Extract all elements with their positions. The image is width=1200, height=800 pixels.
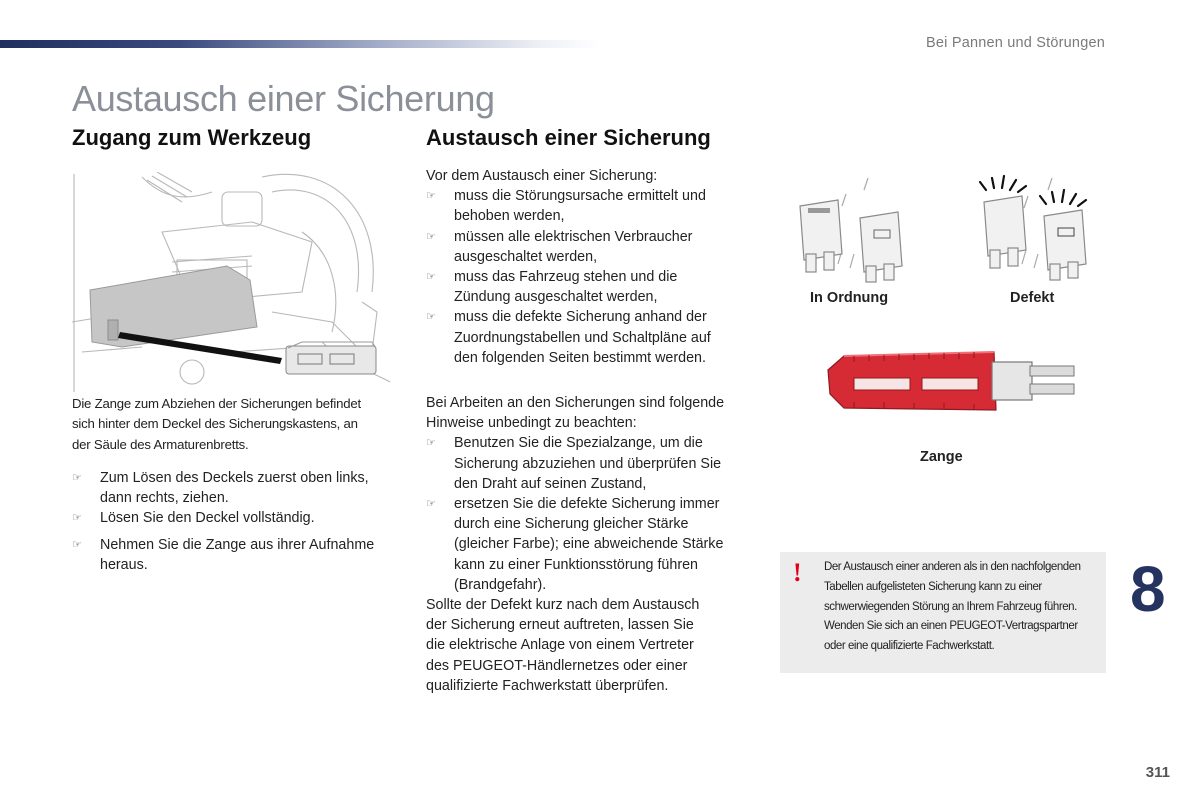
list-item: ☞ Benutzen Sie die Spezialzange, um die Sicherung abzuziehen und überprüfen Sie den Draht auf seinen Zustand,: [426, 435, 722, 492]
intro-text: Vor dem Austausch einer Sicherung:: [426, 168, 658, 184]
dashboard-illustration: [72, 172, 392, 394]
pointer-icon: ☞: [426, 311, 436, 324]
label-tool: Zange: [920, 449, 963, 465]
list-item: ☞ müssen alle elektrischen Verbraucher ausgeschaltet werden,: [426, 228, 693, 265]
list-item: ☞ muss die Störungsursache ermittelt und behoben werden,: [426, 188, 706, 225]
middle-work-block: Bei Arbeiten an den Sicherungen sind folgende Hinweise unbedingt zu beachten: ☞ Benutzen Sie die Spezialzange, um die Sicherung abzuziehen und überprüfen Sie den Draht auf seinen Zustand, ☞ ersetzen Sie die defekte Sicherung immer durch eine Sicherung gleicher Stärke (gleicher Farbe); eine abweichende Stärke kann zu einer Funktionsstörung führen (Brandgefahr). Sollte der Defekt kurz nach dem Austausch der Sicherung erneut auftreten, lassen Sie die elektrische Anlage von einem Vertreter des PEUGEOT-Händlernetzes oder einer qualifizierte Fachwerkstatt überprüfen.: [426, 393, 766, 696]
left-caption: Die Zange zum Abziehen der Sicherungen befindet sich hinter dem Deckel des Sicherungskastens, an der Säule des Armaturenbretts.: [72, 396, 361, 452]
header-gradient-bar: [0, 40, 600, 48]
list-item: ☞ ersetzen Sie die defekte Sicherung immer durch eine Sicherung gleicher Stärke (gleicher Farbe); eine abweichende Stärke kann zu einer Funktionsstörung führen (Brandgefahr).: [426, 496, 724, 593]
fuse-puller-tool-illustration: [824, 350, 1080, 416]
work-list: [426, 433, 766, 595]
chapter-number: 8: [1130, 553, 1166, 625]
left-steps-list: [72, 468, 407, 575]
pointer-icon: ☞: [426, 230, 436, 243]
pointer-icon: ☞: [72, 472, 82, 484]
fuse-comparison-illustration: [790, 172, 1100, 284]
warning-box: [780, 552, 1106, 673]
list-item: ☞ muss das Fahrzeug stehen und die Zündung ausgeschaltet werden,: [426, 269, 678, 306]
pointer-icon: ☞: [426, 498, 436, 511]
list-item: ☞ Nehmen Sie die Zange aus ihrer Aufnahme heraus.: [72, 536, 375, 573]
middle-heading: Austausch einer Sicherung: [426, 125, 711, 150]
pointer-icon: ☞: [426, 271, 436, 284]
outro-text: Sollte der Defekt kurz nach dem Austausch der Sicherung erneut auftreten, lassen Sie die elektrische Anlage von einem Vertreter des PEUGEOT-Händlernetzes oder einer qualifizierte Fachwerkstatt überprüfen.: [426, 597, 700, 694]
warning-icon: !: [793, 558, 802, 587]
pointer-icon: ☞: [426, 190, 436, 203]
list-item: ☞ muss die defekte Sicherung anhand der Zuordnungstabellen und Schaltpläne auf den folgenden Seiten bestimmt werden.: [426, 309, 711, 366]
section-header: Bei Pannen und Störungen: [926, 35, 1105, 51]
pointer-icon: ☞: [72, 538, 82, 551]
list-item: ☞ Lösen Sie den Deckel vollständig.: [72, 508, 407, 528]
label-defect: Defekt: [1010, 290, 1055, 306]
pointer-icon: ☞: [72, 512, 82, 525]
left-heading: Zugang zum Werkzeug: [72, 125, 312, 150]
list-item: ☞ Zum Lösen des Deckels zuerst oben links, dann rechts, ziehen.: [72, 470, 369, 507]
page-title: Austausch einer Sicherung: [72, 78, 495, 119]
page-number: 311: [1145, 764, 1170, 781]
pre-list: [426, 186, 766, 368]
warning-text: Der Austausch einer anderen als in den nachfolgenden Tabellen aufgelisteten Sicherung kann zu einer schwerwiegenden Störung an Ihrem Fahrzeug führen. Wenden Sie sich an einen PEUGEOT-Vertragspartner oder eine qualifizierte Fachwerkstatt.: [824, 561, 1081, 653]
pointer-icon: ☞: [426, 437, 436, 450]
label-ok: In Ordnung: [810, 290, 889, 306]
middle-pre-block: [426, 166, 766, 368]
